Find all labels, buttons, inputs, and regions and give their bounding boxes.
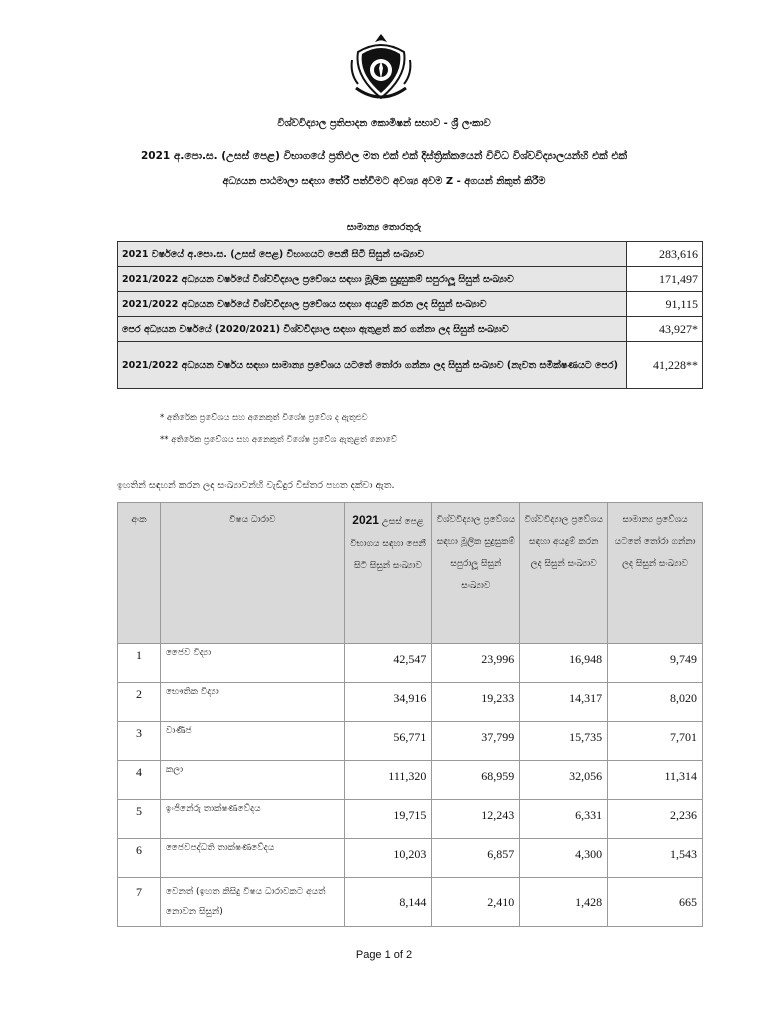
summary-label: 2021/2022 අධ්‍යයන වර්ෂය සඳහා සාමාන්‍ය ප්‍රවේශය යටතේ තෝරා ගන්නා ලද සිසුන් සංඛ්‍යාව (නැවත සමීක්ෂණයට පෙර) <box>118 342 627 389</box>
cell-stream: වෙනත් (ඉහත කිසිදු විෂය ධාරාවකට අයත් නොවන සිසුන්) <box>160 878 344 927</box>
header-sat <box>344 503 432 644</box>
document-title-line-2: අධ්‍යයන පාඨමාලා සඳහා තේරී පත්වීමට අවශ්‍ය අවම Z - අගයන් නිකුත් කිරීම <box>222 176 546 187</box>
intro-text: ඉහතින් සඳහන් කරන ලද සංඛ්‍යාවන්හි වැඩිදුර විස්තර පහත දක්වා ඇත. <box>117 480 395 491</box>
organization-name: විශ්වවිද්‍යාල ප්‍රතිපාදන කොමිෂන් සභාව - ශ්‍රී ලංකාව <box>277 118 491 129</box>
header-eligible: විශ්වවිද්‍යාල ප්‍රවේශය සඳහා මූලික සුදුසුකම් සපුරාලූ සිසුන් සංඛ්‍යාව <box>432 503 520 644</box>
header-no: අංක <box>118 503 161 644</box>
cell-eligible: 6,857 <box>432 839 520 878</box>
cell-sat: 19,715 <box>344 800 432 839</box>
cell-sat: 8,144 <box>344 878 432 927</box>
footnote-double-asterisk: ** අතිරේක ප්‍රවේශය සහ අනෙකුත් විශේෂ ප්‍රවේශ ඇතුළත් නොවේ <box>160 435 397 445</box>
table-row <box>118 839 703 878</box>
cell-no: 6 <box>118 839 161 878</box>
cell-applied: 6,331 <box>520 800 608 839</box>
cell-applied: 15,735 <box>520 722 608 761</box>
summary-value: 91,115 <box>627 292 703 317</box>
cell-no: 7 <box>118 878 161 927</box>
table-row <box>118 761 703 800</box>
summary-label: 2021/2022 අධ්‍යයන වර්ෂයේ විශ්වවිද්‍යාල ප්‍රවේශය සඳහා අයදුම් කරන ලද සිසුන් සංඛ්‍යාව <box>118 292 627 317</box>
cell-applied: 1,428 <box>520 878 608 927</box>
cell-no: 4 <box>118 761 161 800</box>
header-applied: විශ්වවිද්‍යාල ප්‍රවේශය සඳහා අයදුම් කරන ලද සිසුන් සංඛ්‍යාව <box>520 503 608 644</box>
summary-row <box>118 292 703 317</box>
table-row <box>118 683 703 722</box>
cell-sat: 34,916 <box>344 683 432 722</box>
summary-table <box>117 241 703 389</box>
header-sat-year: 2021 <box>352 513 379 527</box>
summary-value: 171,497 <box>627 267 703 292</box>
cell-selected: 2,236 <box>608 800 703 839</box>
cell-sat: 10,203 <box>344 839 432 878</box>
cell-stream: ජෛවපද්ධති තාක්ෂණවේදය <box>160 839 344 878</box>
summary-label: පෙර අධ්‍යයන වර්ෂයේ (2020/2021) විශ්වවිද්‍යාල සඳහා ඇතුළත් කර ගන්නා ලද සිසුන් සංඛ්‍යාව <box>118 317 627 342</box>
cell-stream: කලා <box>160 761 344 800</box>
cell-sat: 42,547 <box>344 644 432 683</box>
cell-selected: 11,314 <box>608 761 703 800</box>
cell-stream: ඉංජිනේරු තාක්ෂණවේදය <box>160 800 344 839</box>
header-selected: සාමාන්‍ය ප්‍රවේශය යටතේ තෝරා ගන්නා ලද සිසුන් සංඛ්‍යාව <box>608 503 703 644</box>
cell-eligible: 37,799 <box>432 722 520 761</box>
summary-value: 43,927* <box>627 317 703 342</box>
cell-no: 1 <box>118 644 161 683</box>
cell-no: 3 <box>118 722 161 761</box>
table-header-row <box>118 503 703 644</box>
cell-selected: 665 <box>608 878 703 927</box>
cell-selected: 8,020 <box>608 683 703 722</box>
cell-no: 5 <box>118 800 161 839</box>
summary-row <box>118 242 703 267</box>
cell-eligible: 68,959 <box>432 761 520 800</box>
header-sat-text: උසස් පෙළ විභාගය සඳහා පෙනී සිටි සිසුන් සංඛ්‍යාව <box>350 517 426 571</box>
university-crest-icon <box>348 30 414 104</box>
cell-no: 2 <box>118 683 161 722</box>
cell-eligible: 23,996 <box>432 644 520 683</box>
table-row <box>118 800 703 839</box>
summary-label: 2021 වර්ෂයේ අ.පො.ස. (උසස් පෙළ) විභාගයට පෙනී සිටි සිසුන් සංඛ්‍යාව <box>118 242 627 267</box>
cell-sat: 56,771 <box>344 722 432 761</box>
cell-eligible: 19,233 <box>432 683 520 722</box>
cell-selected: 9,749 <box>608 644 703 683</box>
cell-selected: 7,701 <box>608 722 703 761</box>
table-row <box>118 878 703 927</box>
section-title: සාමාන්‍ය තොරතුරු <box>346 222 422 233</box>
cell-applied: 16,948 <box>520 644 608 683</box>
table-row <box>118 722 703 761</box>
cell-eligible: 12,243 <box>432 800 520 839</box>
cell-applied: 32,056 <box>520 761 608 800</box>
cell-selected: 1,543 <box>608 839 703 878</box>
table-row <box>118 644 703 683</box>
cell-stream: භෞතික විද්‍යා <box>160 683 344 722</box>
summary-row <box>118 267 703 292</box>
stream-breakdown-table <box>117 502 703 927</box>
summary-value: 41,228** <box>627 342 703 389</box>
cell-applied: 14,317 <box>520 683 608 722</box>
cell-sat: 111,320 <box>344 761 432 800</box>
header-stream: විෂය ධාරාව <box>160 503 344 644</box>
document-title-line-1: 2021 අ.පො.ස. (උසස් පෙළ) විභාගයේ ප්‍රතිඵල මත එක් එක් දිස්ත්‍රික්කයෙන් විවිධ විශ්වවිද්‍යාලයන්හි එක් එක් <box>141 150 627 162</box>
cell-eligible: 2,410 <box>432 878 520 927</box>
cell-stream: ජෛව විද්‍යා <box>160 644 344 683</box>
summary-value: 283,616 <box>627 242 703 267</box>
summary-label: 2021/2022 අධ්‍යයන වර්ෂයේ විශ්වවිද්‍යාල ප්‍රවේශය සඳහා මූලික සුදුසුකම් සපුරාලූ සිසුන් සංඛ්‍යාව <box>118 267 627 292</box>
page-number: Page 1 of 2 <box>355 949 413 961</box>
cell-stream: වාණිජ <box>160 722 344 761</box>
summary-row <box>118 317 703 342</box>
summary-row <box>118 342 703 389</box>
cell-applied: 4,300 <box>520 839 608 878</box>
footnote-single-asterisk: * අතිරේක ප්‍රවේශය සහ අනෙකුත් විශේෂ ප්‍රවේශ ද ඇතුළුව <box>160 413 368 423</box>
